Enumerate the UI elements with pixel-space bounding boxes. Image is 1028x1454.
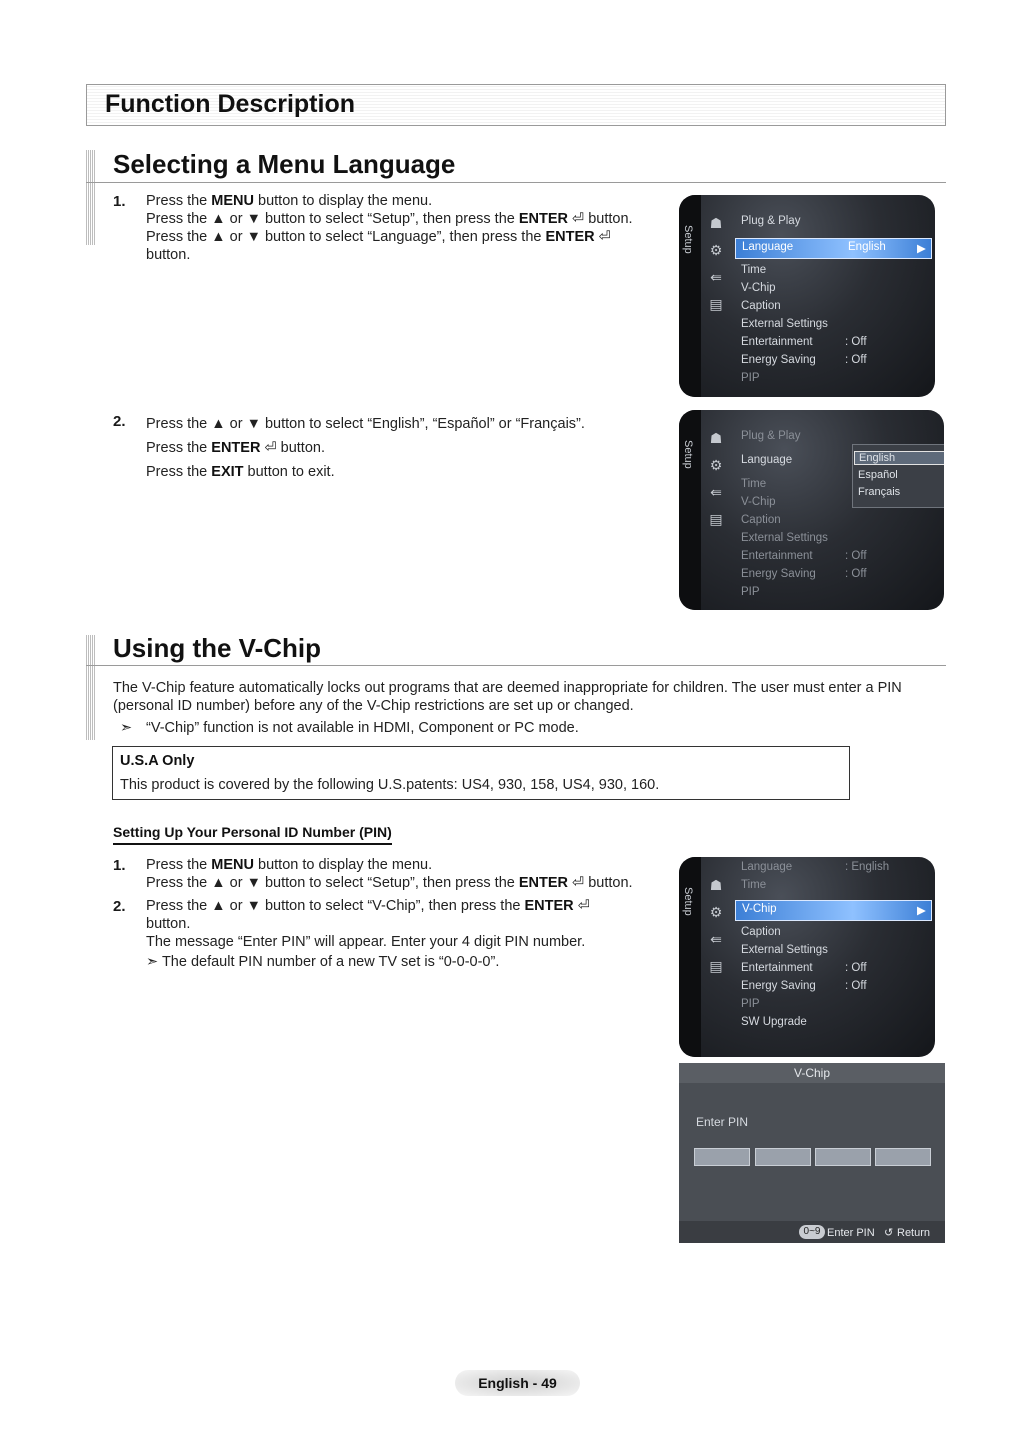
dialog-footer	[679, 1221, 945, 1243]
menu-item[interactable]: Time	[741, 478, 767, 490]
number-keys-badge: 0~9	[799, 1225, 825, 1239]
page-title: Function Description	[105, 90, 355, 118]
menu-item[interactable]: Entertainment	[741, 550, 813, 562]
step-text: Press the MENU button to display the menu. Press the ▲ or ▼ button to select “Setup”, then press the ENTER ⏎ button. Press the ▲ or ▼ button to select “Language”, then press the ENTER ⏎ button.	[146, 193, 633, 263]
step-number: 1.	[113, 857, 126, 874]
menu-item[interactable]: External Settings	[741, 318, 828, 330]
setup-gear-icon: ⚙	[709, 904, 723, 920]
setup-gear-icon: ⚙	[709, 457, 723, 473]
picture-icon: ☗	[709, 215, 723, 231]
menu-item[interactable]: Energy Saving	[741, 568, 816, 580]
section-marker	[86, 150, 96, 245]
language-option-selected[interactable]: English	[854, 451, 944, 465]
pin-digit-2[interactable]	[755, 1148, 811, 1166]
menu-item[interactable]: External Settings	[741, 532, 828, 544]
menu-value: : Off	[845, 980, 867, 992]
return-icon: ↺	[884, 1227, 894, 1239]
input-icon: ⇚	[710, 931, 722, 947]
section-divider	[86, 182, 946, 183]
menu-item[interactable]: Caption	[741, 926, 781, 938]
menu-value: : English	[845, 861, 890, 873]
application-icon: ▤	[709, 511, 723, 527]
enter-icon: ⏎	[598, 229, 611, 245]
menu-item[interactable]: Entertainment	[741, 962, 813, 974]
menu-item[interactable]: Language	[741, 861, 793, 873]
picture-icon: ☗	[709, 430, 723, 446]
vchip-intro: The V-Chip feature automatically locks out programs that are deemed inappropriate for children. The user must enter a PIN (personal ID number) before any of the V-Chip restrictions are set up or changed.	[113, 680, 902, 714]
step-text: Press the ▲ or ▼ button to select “V-Chip”, then press the ENTER ⏎ button. The message “Enter PIN” will appear. Enter your 4 digit PIN number. ➣ The default PIN number of a new TV set is “0-0-0-0”.	[146, 898, 590, 970]
pin-digit-4[interactable]	[875, 1148, 931, 1166]
menu-item-highlighted[interactable]: Language English ▶	[735, 238, 932, 259]
box-text: This product is covered by the following U.S.patents: US4, 930, 158, US4, 930, 160.	[120, 777, 660, 793]
menu-item[interactable]: Energy Saving	[741, 980, 816, 992]
vchip-pin-dialog	[679, 1063, 945, 1243]
note-icon: ➣	[146, 954, 159, 970]
tv-menu-language-options	[679, 410, 944, 610]
input-icon: ⇚	[710, 484, 722, 500]
menu-item[interactable]: PIP	[741, 372, 760, 384]
menu-value: : Off	[845, 962, 867, 974]
pin-digit-3[interactable]	[815, 1148, 871, 1166]
step-number: 1.	[113, 193, 126, 210]
menu-item[interactable]: Language	[741, 454, 793, 466]
enter-icon: ⏎	[572, 211, 585, 227]
input-icon: ⇚	[710, 269, 722, 285]
return-hint[interactable]: Return	[897, 1227, 931, 1239]
menu-item[interactable]: PIP	[741, 998, 760, 1010]
application-icon: ▤	[709, 958, 723, 974]
step-number: 2.	[113, 898, 126, 915]
menu-item[interactable]: Plug & Play	[741, 215, 801, 227]
menu-item[interactable]: Time	[741, 264, 767, 276]
menu-item[interactable]: Time	[741, 879, 767, 891]
note-icon: ➣	[120, 720, 133, 736]
box-title: U.S.A Only	[120, 753, 195, 769]
section-marker	[86, 635, 96, 740]
language-option[interactable]: Français	[858, 486, 901, 498]
step-text: Press the ▲ or ▼ button to select “English”, “Español” or “Français”. Press the ENTER ⏎ button. Press the EXIT button to exit.	[146, 416, 585, 480]
picture-icon: ☗	[709, 877, 723, 893]
language-option[interactable]: Español	[858, 469, 898, 481]
language-options-list	[852, 444, 944, 508]
enter-pin-hint: Enter PIN	[827, 1227, 875, 1239]
application-icon: ▤	[709, 296, 723, 312]
enter-icon: ⏎	[572, 875, 585, 891]
menu-item[interactable]: SW Upgrade	[741, 1016, 807, 1028]
tv-menu-setup-language	[679, 195, 935, 397]
menu-item-highlighted[interactable]: V-Chip ▶	[735, 900, 932, 921]
enter-icon: ⏎	[264, 440, 277, 456]
menu-item[interactable]: Entertainment	[741, 336, 813, 348]
pin-digit-1[interactable]	[694, 1148, 750, 1166]
setup-tab-label: Setup	[682, 440, 694, 469]
pin-subheading: Setting Up Your Personal ID Number (PIN)	[113, 824, 392, 845]
menu-value: : Off	[845, 336, 867, 348]
menu-item[interactable]: Caption	[741, 514, 781, 526]
step-text: Press the MENU button to display the menu. Press the ▲ or ▼ button to select “Setup”, then press the ENTER ⏎ button.	[146, 857, 633, 891]
enter-icon: ⏎	[577, 898, 590, 914]
step-number: 2.	[113, 413, 126, 430]
vchip-note: “V-Chip” function is not available in HDMI, Component or PC mode.	[146, 720, 579, 736]
menu-item[interactable]: V-Chip	[741, 496, 776, 508]
enter-pin-label: Enter PIN	[696, 1115, 749, 1129]
menu-item[interactable]: PIP	[741, 586, 760, 598]
menu-value: : Off	[845, 354, 867, 366]
section-divider	[86, 665, 946, 666]
arrow-right-icon: ▶	[917, 243, 926, 255]
menu-item[interactable]: Energy Saving	[741, 354, 816, 366]
section-title-vchip: Using the V-Chip	[113, 633, 321, 663]
arrow-right-icon: ▶	[917, 905, 926, 917]
setup-tab-label: Setup	[682, 225, 694, 254]
tv-menu-setup-vchip	[679, 857, 935, 1057]
menu-item[interactable]: V-Chip	[741, 282, 776, 294]
section-title-menu-language: Selecting a Menu Language	[113, 149, 456, 179]
page-number: English - 49	[455, 1370, 580, 1396]
menu-item[interactable]: Plug & Play	[741, 430, 801, 442]
setup-gear-icon: ⚙	[709, 242, 723, 258]
menu-item[interactable]: External Settings	[741, 944, 828, 956]
menu-item[interactable]: Caption	[741, 300, 781, 312]
menu-value: : Off	[845, 550, 867, 562]
setup-tab-label: Setup	[682, 887, 694, 916]
menu-value: : Off	[845, 568, 867, 580]
dialog-title: V-Chip	[679, 1063, 945, 1083]
